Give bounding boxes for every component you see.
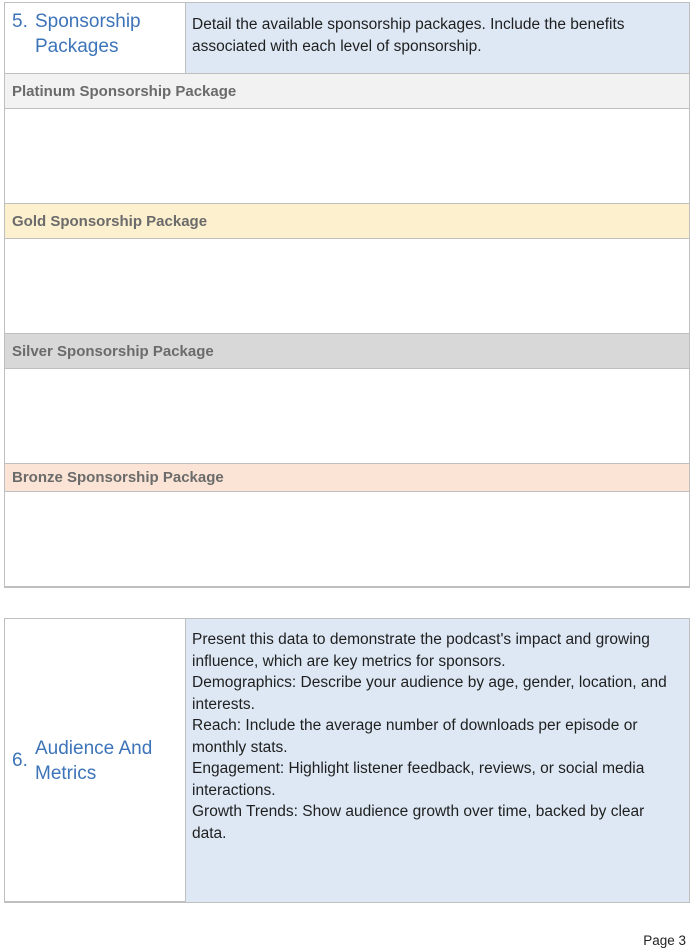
package-content-area[interactable] [5, 369, 689, 464]
section-number: 5. [12, 11, 28, 32]
package-heading: Silver Sponsorship Package [5, 334, 689, 369]
package-platinum [5, 74, 689, 204]
section-description [186, 619, 689, 902]
description-line: Growth Trends: Show audience growth over time, backed by clear data. [192, 803, 645, 842]
description-line: Demographics: Describe your audience by age, gender, location, and interests. [192, 674, 667, 713]
package-heading: Gold Sponsorship Package [5, 204, 689, 239]
section-title [5, 619, 186, 902]
section-title-text: Sponsorship Packages [35, 11, 141, 57]
package-content-area[interactable] [5, 109, 689, 204]
package-bronze [5, 464, 689, 587]
package-silver [5, 334, 689, 464]
sponsorship-packages-table [4, 2, 690, 588]
description-line: Engagement: Highlight listener feedback, reviews, or social media interactions. [192, 760, 645, 799]
description-line: Present this data to demonstrate the podcast's impact and growing influence, which are key metrics for sponsors. [192, 631, 650, 670]
package-heading: Platinum Sponsorship Package [5, 74, 689, 109]
section-header-row [5, 619, 689, 902]
package-content-area[interactable] [5, 492, 689, 587]
page-number: Page 3 [643, 933, 686, 948]
section-header-row [5, 3, 689, 74]
section-title [5, 3, 186, 73]
section-title-text: Audience And Metrics [35, 737, 153, 784]
section-number: 6. [12, 750, 28, 771]
package-heading: Bronze Sponsorship Package [5, 464, 689, 492]
description-line: Reach: Include the average number of downloads per episode or monthly stats. [192, 717, 638, 756]
section-description: Detail the available sponsorship packages. Include the benefits associated with each level of sponsorship. [186, 3, 689, 73]
package-gold [5, 204, 689, 334]
package-content-area[interactable] [5, 239, 689, 334]
audience-metrics-table [4, 618, 690, 903]
